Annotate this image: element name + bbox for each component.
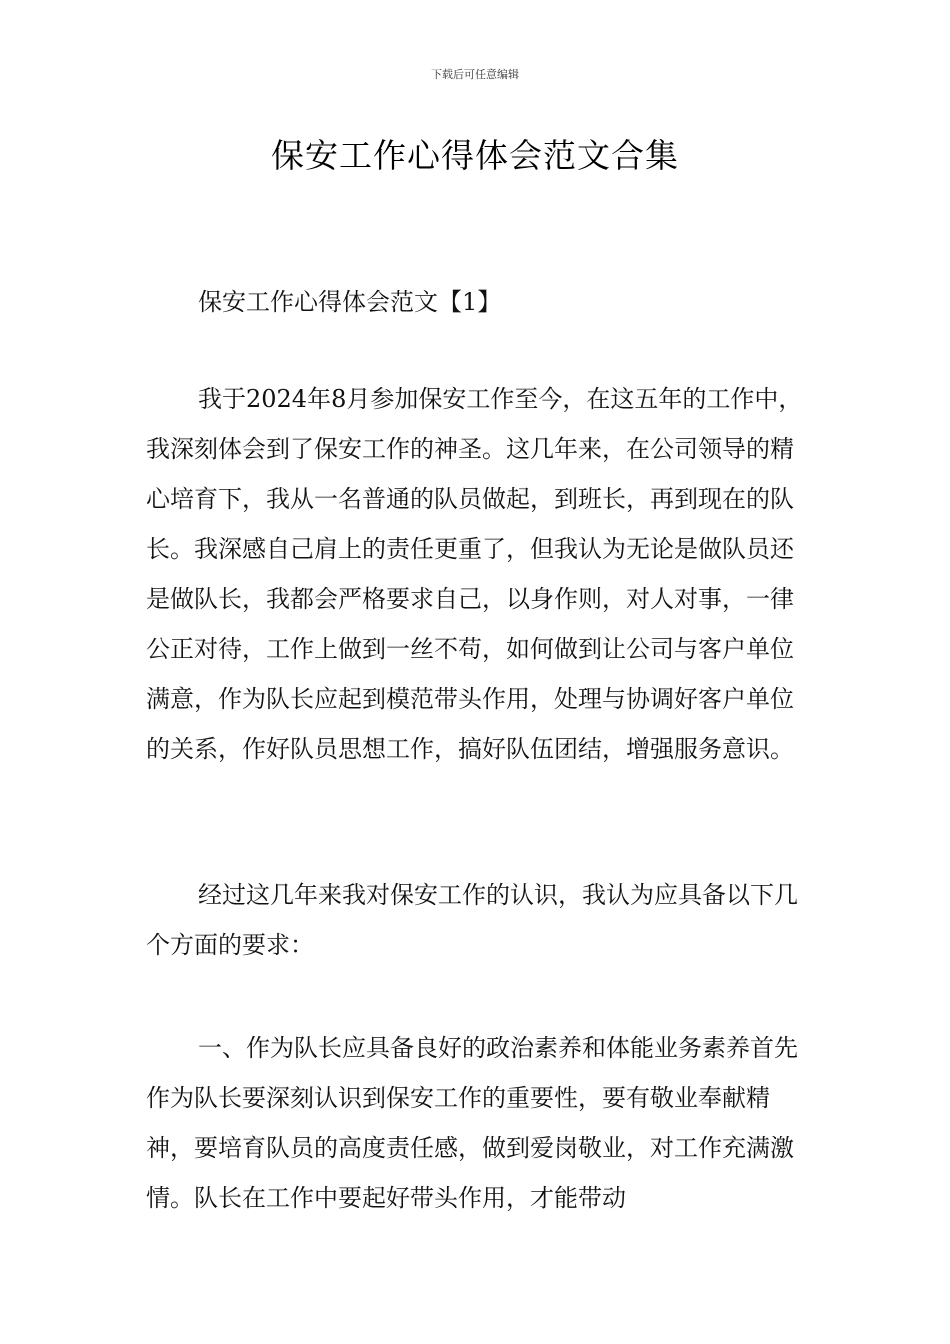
paragraph: 经过这几年来我对保安工作的认识，我认为应具备以下几个方面的要求： bbox=[146, 881, 798, 959]
paragraph-2-block bbox=[146, 870, 806, 970]
section-heading: 保安工作心得体会范文【1】 bbox=[198, 288, 502, 316]
paragraph: 我于2024年8月参加保安工作至今，在这五年的工作中，我深刻体会到了保安工作的神圣。这几年来，在公司领导的精心培育下，我从一名普通的队员做起，到班长，再到现在的队长。我深感自己肩上的责任更重了，但我认为无论是做队员还是做队长，我都会严格要求自己，以身作则，对人对事，一律公正对待，工作上做到一丝不苟，如何做到让公司与客户单位满意，作为队长应起到模范带头作用，处理与协调好客户单位的关系，作好队员思想工作，搞好队伍团结，增强服务意识。 bbox=[146, 385, 803, 763]
header-note: 下载后可任意编辑 bbox=[431, 68, 519, 81]
paragraph: 一、作为队长应具备良好的政治素养和体能业务素养首先作为队长要深刻认识到保安工作的重要性，要有敬业奉献精神，要培育队员的高度责任感，做到爱岗敬业，对工作充满激情。队长在工作中要起好带头作用，才能带动 bbox=[146, 1034, 798, 1212]
paragraph-3-block bbox=[146, 1023, 806, 1223]
paragraph-1-block bbox=[146, 374, 806, 774]
document-title: 保安工作心得体会范文合集 bbox=[271, 136, 679, 175]
